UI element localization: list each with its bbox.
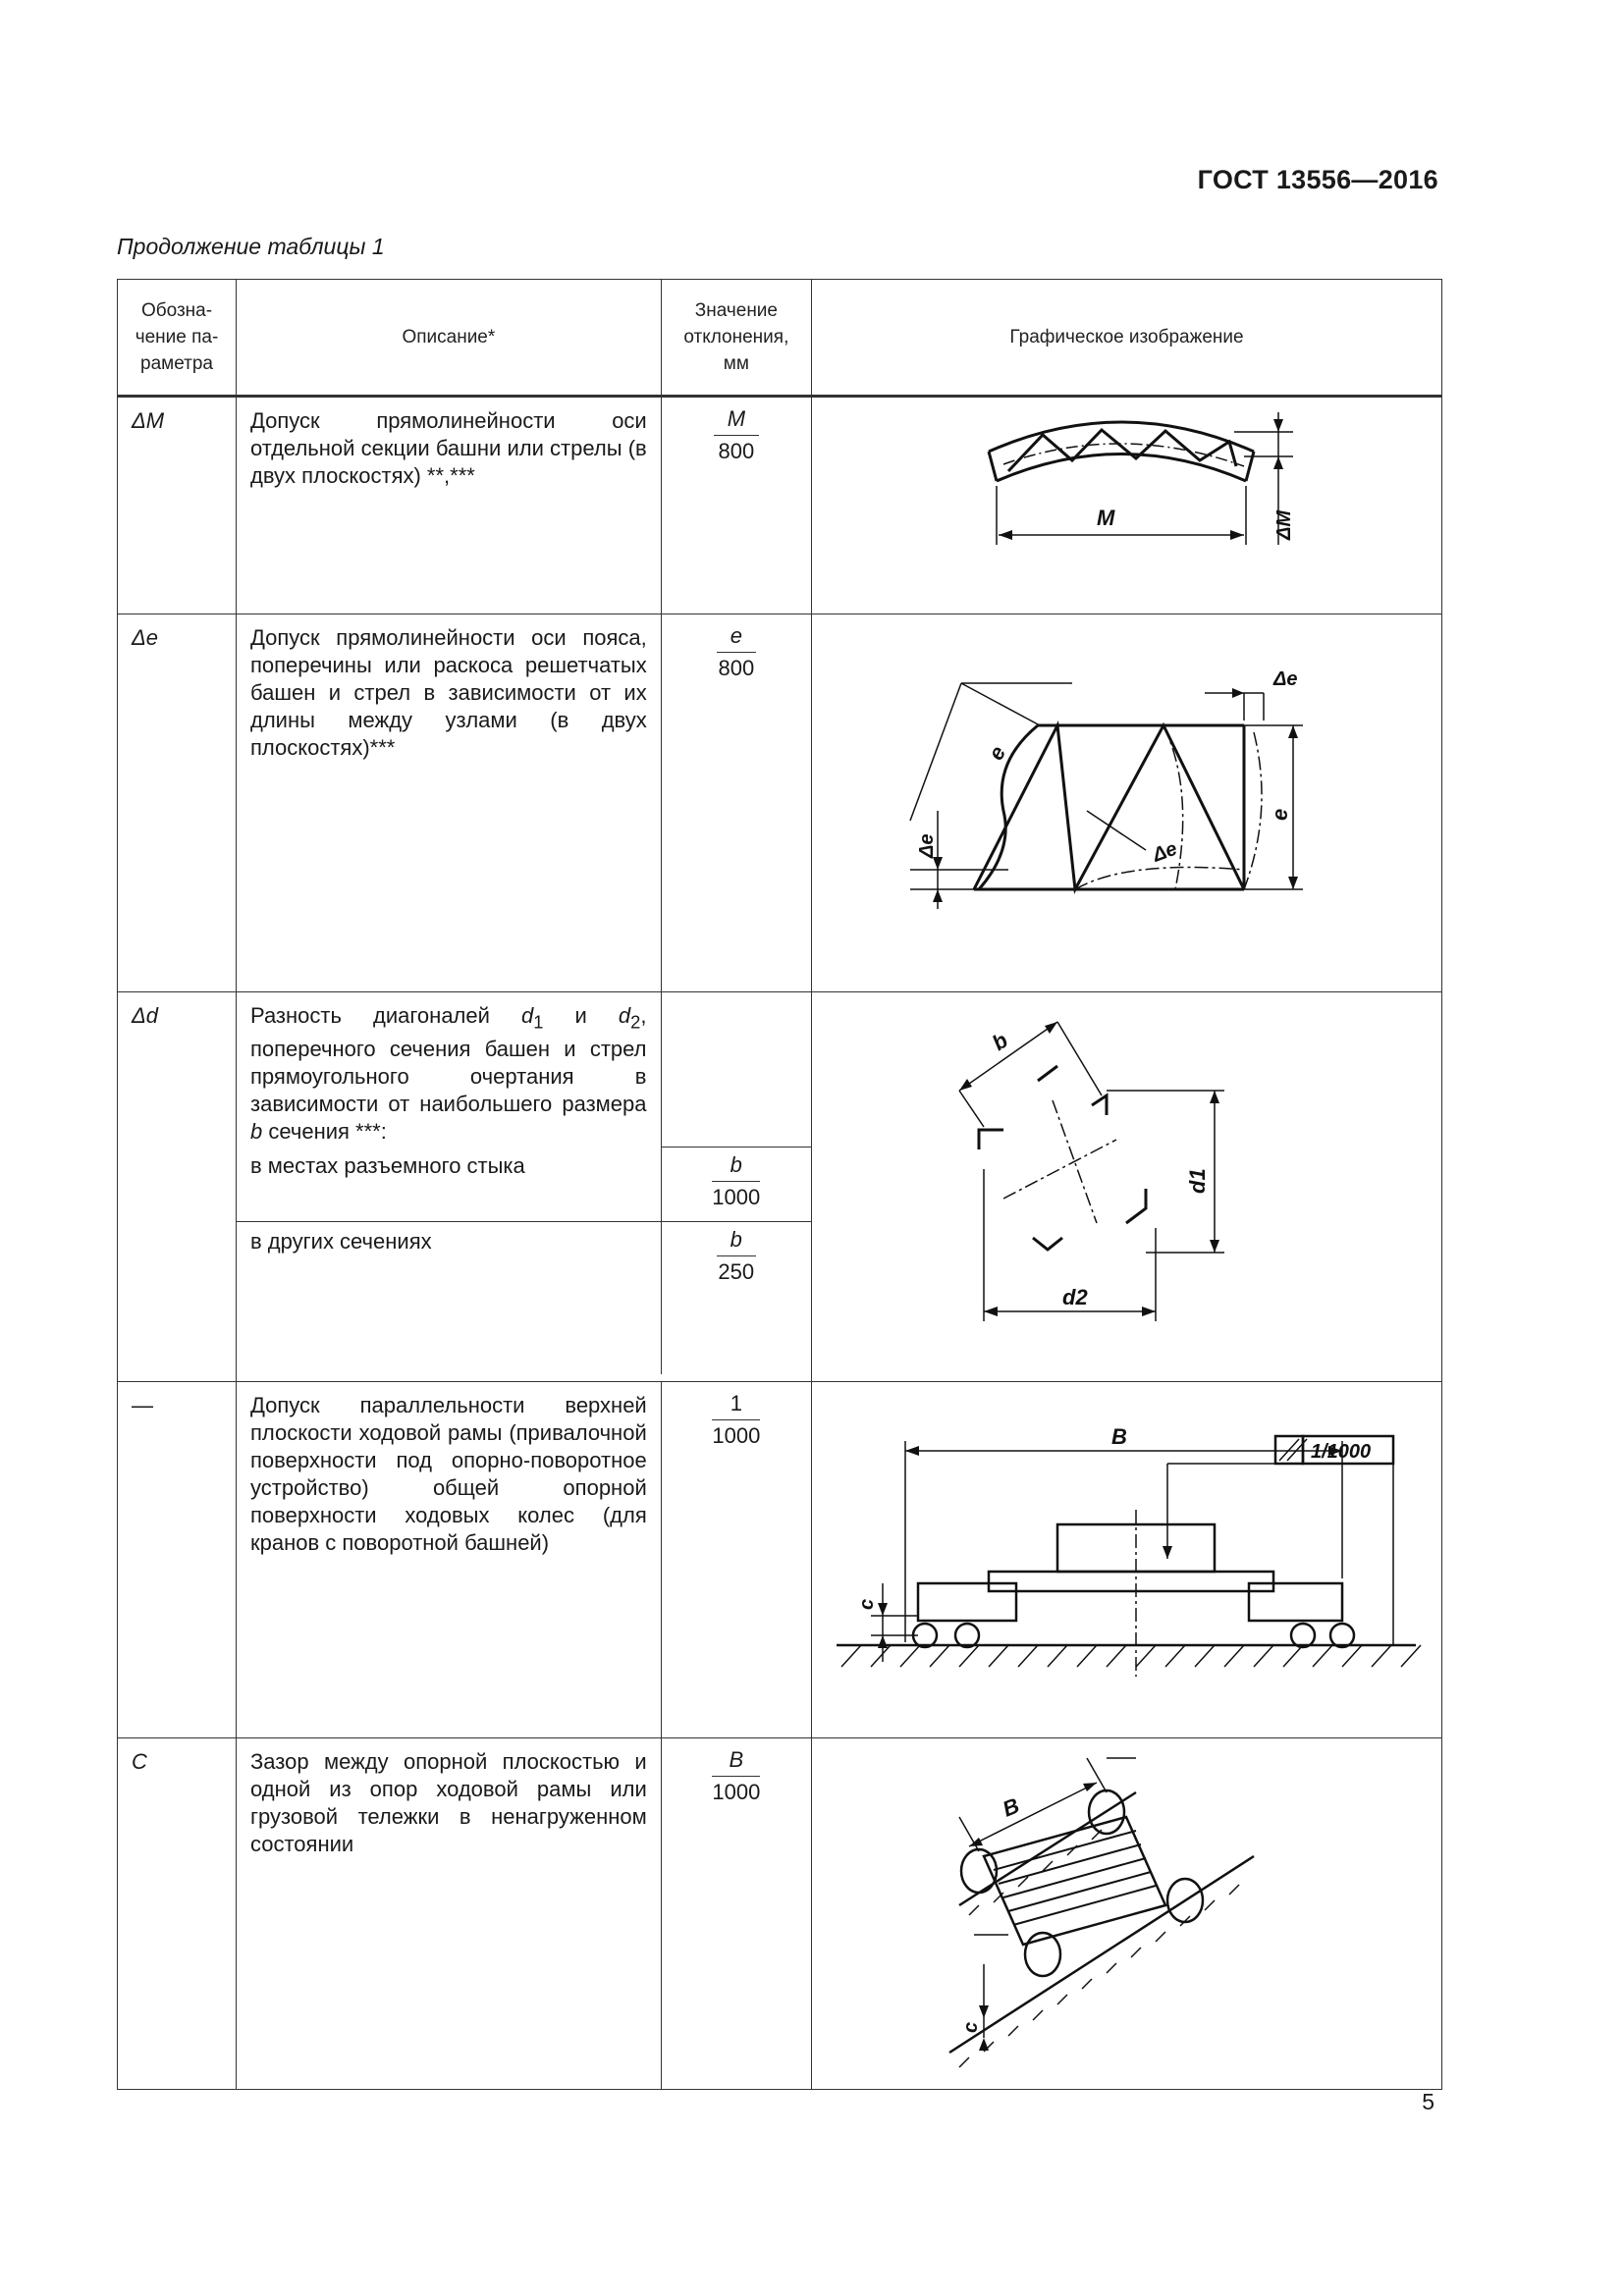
diagonals-figure [812,992,1441,1374]
param-description: Разность диагоналей $d_1$ и $d_2$, поперечного сечения башен и стрел прямоугольного очертания в зависимости от наибольшего размера b сечения ***: [250,1003,647,1145]
running-frame-figure [812,1382,1441,1731]
document-code: ГОСТ 13556—2016 [1197,165,1438,194]
deviation-value [661,1738,811,2090]
sub-description: в других сечениях [237,1221,661,1374]
fraction-numerator: b [712,1151,760,1182]
fraction-numerator: b [717,1226,756,1256]
param-description-group [237,992,812,1382]
deviation-value [661,614,811,992]
table-header-row [118,280,1442,397]
fraction-numerator: 1 [712,1390,760,1420]
figure-label: c [856,1598,878,1610]
table-row [118,1382,1442,1738]
figure-label: B [1111,1424,1127,1449]
deviation-value [661,1221,811,1374]
graphic-running-frame [812,1382,1442,1738]
figure-label: d1 [1185,1168,1210,1194]
figure-label: d2 [1062,1285,1088,1309]
fraction-denominator: 800 [718,439,755,463]
param-description: Допуск прямолинейности оси пояса, поперечины или раскоса решетчатых башен и стрел в зависимости от их длины между узлами (в двух плоскостях)*** [237,614,662,992]
fraction-denominator: 1000 [712,1423,761,1448]
bogie-gap-figure [812,1738,1441,2082]
param-symbol: C [118,1738,237,2090]
page-number: 5 [1422,2089,1434,2114]
figure-label: c [960,2021,982,2033]
figure-label: 1/1000 [1311,1441,1372,1463]
fraction-denominator: 800 [718,656,755,680]
fraction-numerator: e [717,622,756,653]
empty-value-cell [661,992,811,1147]
figure-label: e [1268,808,1292,821]
sub-description: в местах разъемного стыка [237,1147,661,1221]
param-symbol: — [118,1382,237,1738]
table-row [118,397,1442,614]
figure-label: Δe [1273,668,1298,690]
graphic-arc-section [812,397,1442,614]
graphic-bogie-gap [812,1738,1442,2090]
figure-label: B [999,1792,1023,1822]
arc-section-figure [812,398,1441,607]
table-row [118,614,1442,992]
param-symbol: Δd [118,992,237,1382]
fraction-numerator: B [712,1746,760,1777]
figure-label: ΔM [1273,509,1295,540]
figure-label: Δe [916,833,938,858]
param-description: Допуск параллельности верхней плоскости ходовой рамы (привалочной поверхности под опорно-поворотное устройство) общей опорной поверхности ходовых колес (для кранов с поворотной башней) [237,1382,662,1738]
param-symbol: Δe [118,614,237,992]
column-header-value: Значение отклонения, мм [661,280,811,397]
tolerance-table [117,279,1442,2090]
param-symbol: ΔM [118,397,237,614]
fraction-numerator: M [714,405,759,436]
deviation-value [661,1147,811,1221]
fraction-denominator: 1000 [712,1780,761,1804]
table-caption: Продолжение таблицы 1 [117,234,385,259]
param-description: Зазор между опорной плоскостью и одной из опор ходовой рамы или грузовой тележки в ненагруженном состоянии [237,1738,662,2090]
column-header-param: Обозна- чение па- раметра [118,280,237,397]
param-description: Допуск прямолинейности оси отдельной секции башни или стрелы (в двух плоскостях) **,*** [237,397,662,614]
column-header-description: Описание* [237,280,662,397]
deviation-value [661,397,811,614]
graphic-lattice-member [812,614,1442,992]
column-header-graphic: Графическое изображение [812,280,1442,397]
fraction-denominator: 1000 [712,1184,761,1209]
figure-label: e [983,741,1011,765]
figure-label: b [987,1027,1012,1056]
table-row [118,1738,1442,2090]
table-row [118,992,1442,1382]
lattice-figure [812,614,1441,985]
graphic-diagonals [812,992,1442,1382]
figure-label: M [1097,506,1115,530]
figure-label: Δe [1150,837,1180,867]
fraction-denominator: 250 [718,1258,755,1284]
deviation-value [661,1382,811,1738]
